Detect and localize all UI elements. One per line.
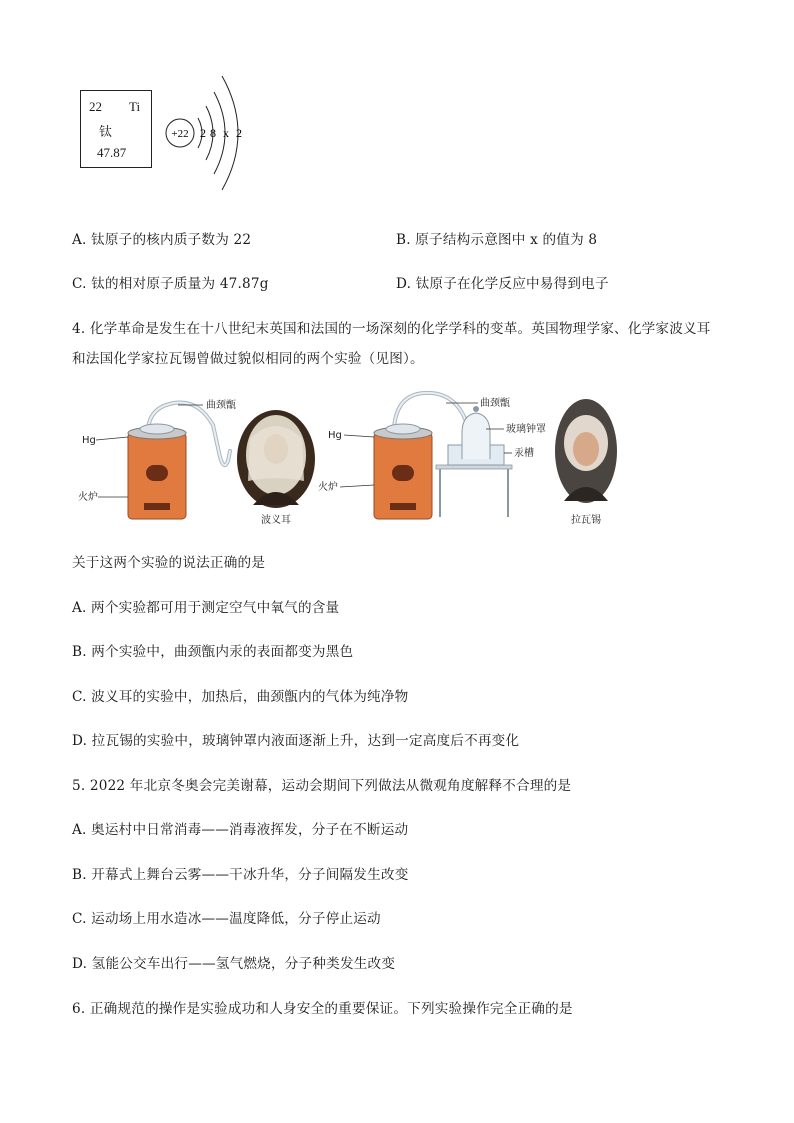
q3-option-b: B. 原子结构示意图中 x 的值为 8 bbox=[396, 232, 598, 248]
atomic-number: 22 bbox=[89, 99, 102, 114]
label-lavoisier: 拉瓦锡 bbox=[571, 515, 601, 526]
label-hg-right: Hg bbox=[328, 430, 342, 441]
label-trough: 汞槽 bbox=[514, 448, 534, 459]
q5-option-d: D. 氢能公交车出行——氢气燃烧，分子种类发生改变 bbox=[72, 956, 396, 972]
atomic-mass: 47.87 bbox=[97, 145, 127, 160]
lavoisier-apparatus bbox=[318, 393, 546, 519]
boyle-apparatus bbox=[78, 398, 236, 519]
q3-option-a: A. 钛原子的核内质子数为 22 bbox=[72, 232, 252, 248]
shell-count-3: x bbox=[223, 126, 229, 140]
furnace-window-right bbox=[392, 465, 414, 481]
shell-count-4: 2 bbox=[236, 126, 242, 140]
q4-stem-line2: 和法国化学家拉瓦锡曾做过貌似相同的两个实验（见图）。 bbox=[72, 351, 424, 367]
element-name: 钛 bbox=[99, 125, 113, 140]
q6-stem: 6. 正确规范的操作是实验成功和人身安全的重要保证。下列实验操作完全正确的是 bbox=[72, 1001, 573, 1017]
atom-structure-diagram bbox=[160, 70, 260, 196]
label-furnace-left: 火炉 bbox=[78, 492, 98, 503]
q4-option-b: B. 两个实验中，曲颈甑内汞的表面都变为黑色 bbox=[72, 644, 354, 660]
table-top bbox=[436, 465, 512, 469]
bell-jar bbox=[462, 413, 490, 459]
shell-count-2: 8 bbox=[210, 126, 216, 140]
element-symbol: Ti bbox=[129, 99, 141, 114]
q3-option-c: C. 钛的相对原子质量为 47.87g bbox=[72, 276, 269, 292]
label-bell-jar: 玻璃钟罩 bbox=[506, 424, 546, 435]
q4-option-a: A. 两个实验都可用于测定空气中氧气的含量 bbox=[72, 600, 340, 616]
label-furnace-right: 火炉 bbox=[318, 482, 338, 493]
label-hg-left: Hg bbox=[82, 435, 96, 446]
shell-count-1: 2 bbox=[200, 126, 206, 140]
q5-stem: 5. 2022 年北京冬奥会完美谢幕，运动会期间下列做法从微观角度解释不合理的是 bbox=[72, 778, 572, 794]
boyle-portrait bbox=[237, 410, 315, 526]
q4-option-d: D. 拉瓦锡的实验中，玻璃钟罩内液面逐渐上升，达到一定高度后不再变化 bbox=[72, 733, 520, 749]
q5-option-a: A. 奥运村中日常消毒——消毒液挥发，分子在不断运动 bbox=[72, 822, 409, 838]
q5-option-b: B. 开幕式上舞台云雾——干冰升华，分子间隔发生改变 bbox=[72, 867, 409, 883]
label-boyle: 波义耳 bbox=[261, 515, 291, 526]
q3-option-d: D. 钛原子在化学反应中易得到电子 bbox=[396, 276, 609, 292]
experiment-figure bbox=[78, 385, 638, 535]
element-card bbox=[80, 90, 152, 168]
lavoisier-portrait bbox=[555, 399, 617, 526]
q4-question: 关于这两个实验的说法正确的是 bbox=[72, 555, 266, 571]
q5-option-c: C. 运动场上用水造冰——温度降低，分子停止运动 bbox=[72, 911, 381, 927]
label-retort-right: 曲颈甑 bbox=[480, 398, 510, 409]
q4-stem-line1: 4. 化学革命是发生在十八世纪末英国和法国的一场深刻的化学学科的变革。英国物理学家、化学家波义耳 bbox=[72, 321, 711, 337]
nucleus-charge: +22 bbox=[171, 128, 189, 140]
label-retort-left: 曲颈甑 bbox=[206, 400, 236, 411]
furnace-window-left bbox=[146, 465, 168, 481]
q4-option-c: C. 波义耳的实验中，加热后，曲颈甑内的气体为纯净物 bbox=[72, 689, 409, 705]
